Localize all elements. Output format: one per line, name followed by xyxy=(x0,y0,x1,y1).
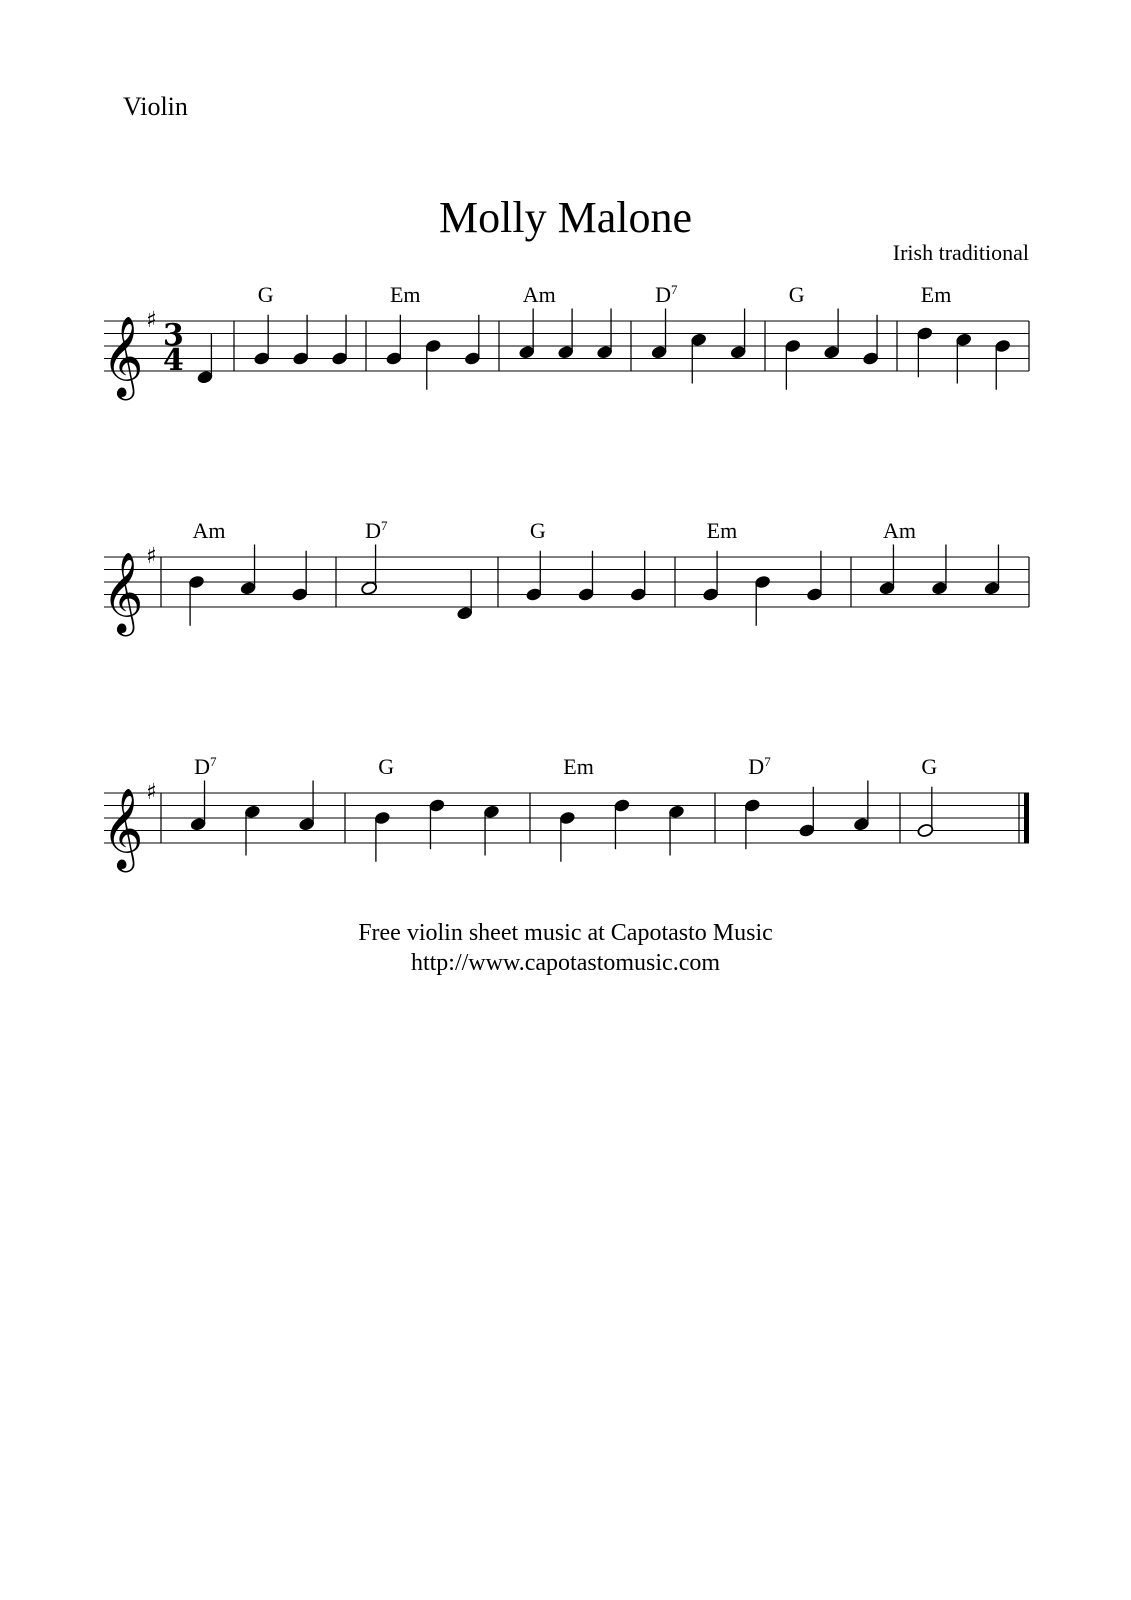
sharp-icon: ♯ xyxy=(146,308,157,333)
sharp-icon: ♯ xyxy=(146,780,157,805)
chord-symbol: G xyxy=(529,518,546,543)
chord-symbol: $D^7$ xyxy=(655,282,678,307)
chord-symbol: $D^7$ xyxy=(194,754,217,779)
chord-symbol: Em xyxy=(920,282,952,307)
chord-symbol: Am xyxy=(522,282,556,307)
time-signature-numerator: 3 xyxy=(163,318,184,353)
sharp-icon: ♯ xyxy=(146,544,157,569)
chord-symbol: Em xyxy=(706,518,738,543)
chord-symbol: $D^7$ xyxy=(365,518,388,543)
chord-symbol: Am xyxy=(192,518,226,543)
composer-credit: Irish traditional xyxy=(892,240,1029,265)
chord-symbol: G xyxy=(921,754,938,779)
chord-symbol: G xyxy=(788,282,805,307)
chord-symbol: Am xyxy=(883,518,917,543)
song-title: Molly Malone xyxy=(439,193,692,242)
treble-clef-icon: 𝄞 xyxy=(102,315,144,397)
time-signature-denominator: 4 xyxy=(163,343,184,378)
chord-symbol: G xyxy=(378,754,395,779)
chord-symbol: Em xyxy=(389,282,421,307)
chord-symbol: $D^7$ xyxy=(748,754,771,779)
treble-clef-icon: 𝄞 xyxy=(102,787,144,869)
footer-credit: Free violin sheet music at Capotasto Music xyxy=(358,920,773,946)
chord-symbol: Em xyxy=(563,754,594,779)
final-barline xyxy=(1024,793,1029,843)
instrument-label: Violin xyxy=(123,92,188,121)
footer xyxy=(0,918,1131,978)
footer-url[interactable]: http://www.capotastomusic.com xyxy=(410,950,721,976)
chord-symbol: G xyxy=(257,282,274,307)
treble-clef-icon: 𝄞 xyxy=(102,551,144,633)
